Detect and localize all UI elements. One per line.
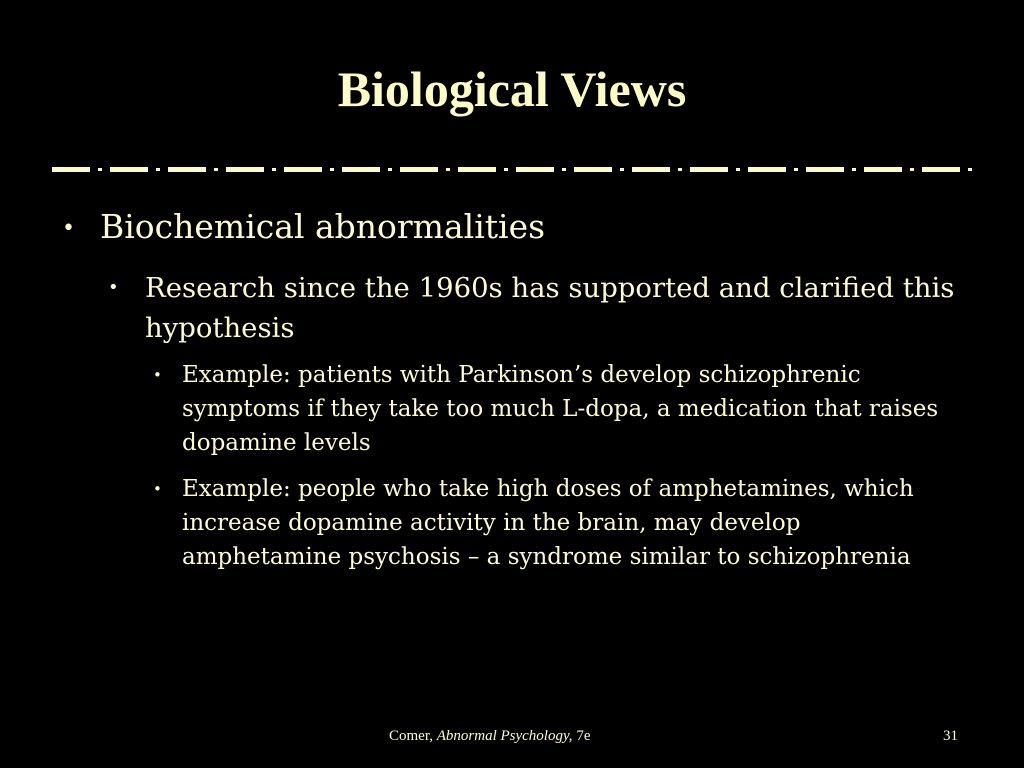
divider-dash xyxy=(458,167,496,172)
page-number: 31 xyxy=(943,728,958,744)
divider-dot xyxy=(678,168,682,171)
divider-dot xyxy=(736,168,740,171)
divider-dash xyxy=(168,167,206,172)
divider-dash xyxy=(748,167,786,172)
divider-dot xyxy=(98,168,102,171)
divider-dot xyxy=(562,168,566,171)
example-text-parkinsons: Example: patients with Parkinson’s develop schizophrenic symptoms if they take too much L-dopa, a medication that raises dopamine levels xyxy=(182,362,939,456)
divider-dash xyxy=(516,167,554,172)
example-text-amphetamines: Example: people who take high doses of amphetamines, which increase dopamine activity in the brain, may develop amphetamine psychosis – a syndrome similar to schizophrenia xyxy=(182,476,914,570)
divider-dot xyxy=(968,168,972,171)
sub-sub-bullet-item xyxy=(153,472,952,574)
divider-dash xyxy=(864,167,902,172)
dash-dot-divider xyxy=(52,163,974,177)
divider-dash xyxy=(226,167,264,172)
divider-dash xyxy=(574,167,612,172)
divider-dash xyxy=(806,167,844,172)
divider-dot xyxy=(504,168,508,171)
divider-dot xyxy=(794,168,798,171)
divider-dash xyxy=(284,167,322,172)
divider-dot xyxy=(330,168,334,171)
bullet-list xyxy=(62,206,962,586)
footer-author: Comer, xyxy=(389,728,437,744)
divider-dot xyxy=(388,168,392,171)
divider-dash xyxy=(690,167,728,172)
divider-dash xyxy=(400,167,438,172)
bullet-icon: • xyxy=(62,216,75,241)
divider-dash xyxy=(342,167,380,172)
footer-edition: 7e xyxy=(572,728,591,744)
divider-dash xyxy=(110,167,148,172)
sub-bullet-text: Research since the 1960s has supported and clarified this hypothesis xyxy=(145,272,955,344)
bullet-item xyxy=(62,206,962,574)
divider-dot xyxy=(910,168,914,171)
divider-dash xyxy=(632,167,670,172)
bullet-icon: • xyxy=(153,366,162,384)
sub-bullet-item xyxy=(108,268,962,574)
bullet-icon: • xyxy=(153,480,162,498)
divider-dot xyxy=(620,168,624,171)
footer-credit xyxy=(389,728,590,745)
bullet-icon: • xyxy=(108,277,119,298)
slide-title: Biological Views xyxy=(337,61,687,117)
divider-dot xyxy=(156,168,160,171)
divider-dash xyxy=(52,167,90,172)
footer-book-title: Abnormal Psychology, xyxy=(436,728,573,744)
divider-dash xyxy=(922,167,960,172)
divider-dot xyxy=(446,168,450,171)
bullet-text: Biochemical abnormalities xyxy=(100,207,546,246)
sub-bullet-list xyxy=(108,268,962,574)
divider-dot xyxy=(214,168,218,171)
sub-sub-bullet-item xyxy=(153,358,952,460)
sub-sub-bullet-list xyxy=(153,358,962,574)
divider-dot xyxy=(852,168,856,171)
divider-dot xyxy=(272,168,276,171)
